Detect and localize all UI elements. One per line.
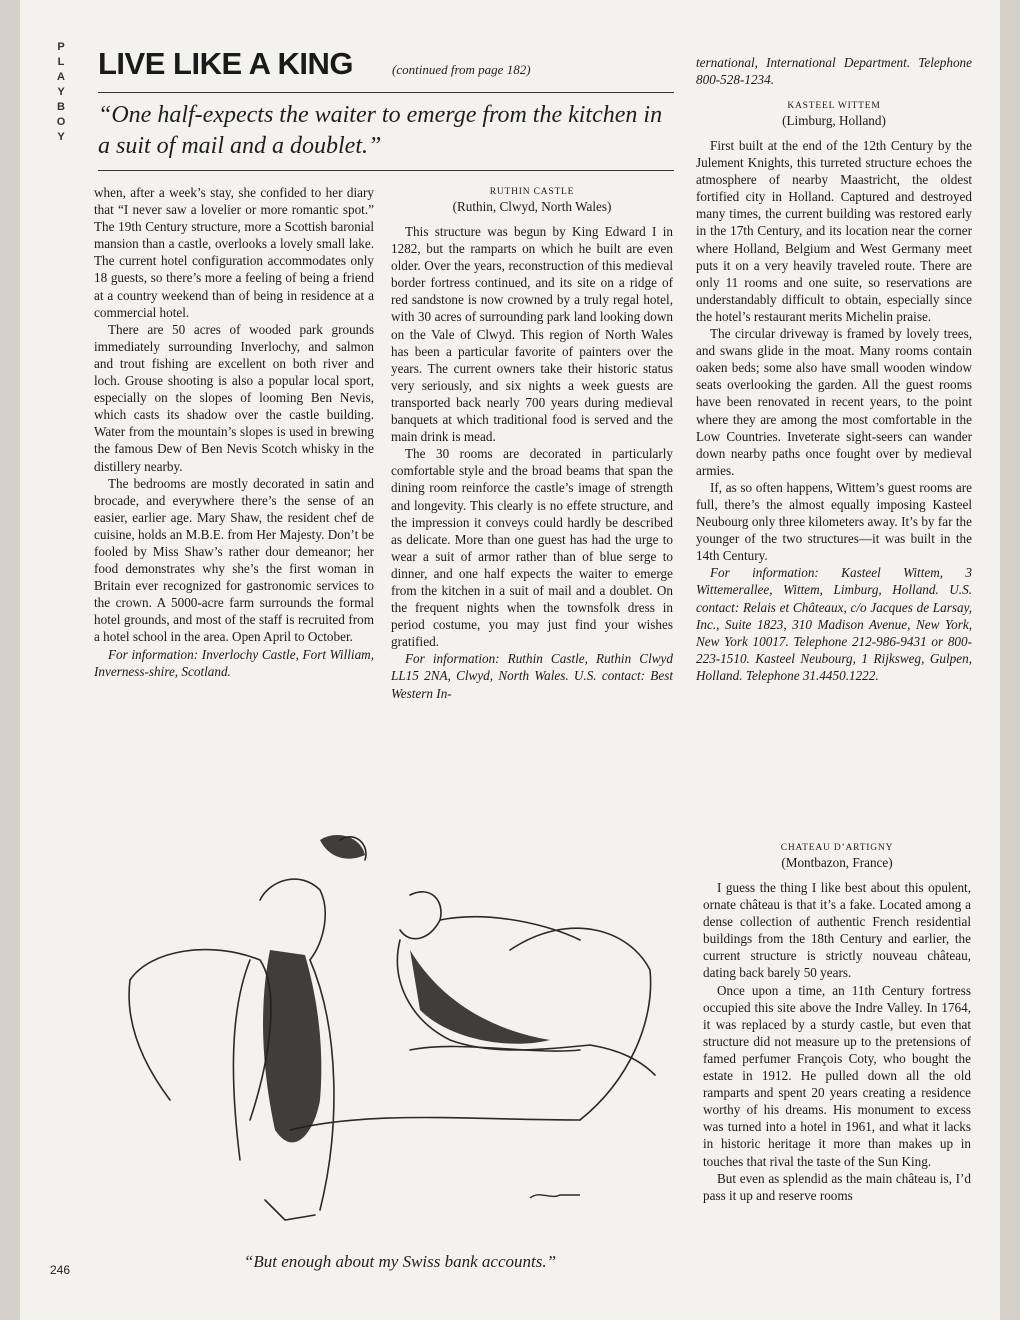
paragraph: The bedrooms are mostly decorated in satin and brocade, and everywhere there’s the sense of an easier, earlier age. Mary Shaw, the resident chef de cuisine, holds an M.B.E. from Her Majesty. Don’t be fooled by Miss Shaw’s rather dour demeanor; her food demonstrates why she’s the first woman in Britain ever recognized for gastronomic services to the crown. A 5000-acre farm surrounds the formal hotel grounds, and most of the staff is recruited from a hotel school in the area. Open April to October. (94, 475, 374, 645)
cartoon-illustration (110, 800, 680, 1235)
page-number: 246 (50, 1263, 71, 1277)
column-3-lower (703, 840, 971, 1204)
paragraph: This structure was begun by King Edward I in 1282, but the ramparts on which he built are even older. Over the years, reconstruction of this medieval border fortress continued, and its site on a ridge of red sandstone is now crowned by a truly regal hotel, with 30 acres of surrounding park land looking down on the Vale of Clwyd. This region of North Wales has been a particular favorite of painters over the years. The current owners take their historic status very seriously, and six nights a week guests are transported back nearly 700 years during medieval banquets at which traditional food is served and the main drink is mead. (391, 224, 673, 445)
masthead-text: P L A Y B O Y (56, 41, 66, 143)
paragraph: I guess the thing I like best about this opulent, ornate château is that it’s a fake. Located among a dense collection of authentic French residential buildings from the 18th Century and earlier, the current structure is strictly nouveau château, dating back barely 50 years. (703, 880, 971, 981)
paragraph: Once upon a time, an 11th Century fortress occupied this site above the Indre Valley. In 1764, it was replaced by a sturdy castle, but even that structure did not measure up to the pretensions of famed perfumer François Coty, who bought the estate in 1912. He pulled down all the old ramparts and spent 20 years creating a residence worthy of his dreams. His monument to excess was turned into a hotel in 1961, and what it lacks in historic heritage it more than makes up in touches that rival the taste of the Sun King. (703, 982, 971, 1169)
artist-signature (530, 1195, 580, 1198)
paragraph: when, after a week’s stay, she confided to her diary that “I never saw a lovelier or more romantic spot.” The 19th Century structure, more a Scottish baronial mansion than a castle, overlooks a lovely small lake. The current hotel configuration accommodates only 18 guests, so there’s more a feeling of being a friend at a country weekend than of being in residence at a commercial hotel. (94, 185, 374, 320)
pullquote: “One half-expects the waiter to emerge from the kitchen in a suit of mail and a doublet.” (98, 102, 663, 159)
continued-note: (continued from page 182) (392, 62, 531, 77)
column-2 (391, 184, 673, 702)
masthead (50, 40, 72, 145)
column-3-carryover (696, 54, 972, 88)
info-paragraph: For information: Ruthin Castle, Ruthin Clwyd LL15 2NA, Clwyd, North Wales. U.S. contact: Best Western In- (391, 651, 673, 701)
info-paragraph: ternational, International Department. Telephone 800-528-1234. (696, 55, 972, 88)
section-subheading: (Montbazon, France) (781, 855, 893, 870)
paragraph: There are 50 acres of wooded park grounds immediately surrounding Inverlochy, and salmon and trout fishing are excellent on both river and loch. Grouse shooting is also a popular local sport, especially on the slopes of looming Ben Nevis, which casts its shadow over the castle building. Water from the mountain’s slopes is used in brewing the famous Dew of Ben Nevis Scotch whisky in the distillery nearby. (94, 321, 374, 474)
section-heading: CHATEAU D’ARTIGNY (780, 843, 894, 853)
paragraph: If, as so often happens, Wittem’s guest rooms are full, there’s the almost equally imposing Kasteel Neubourg only three kilometers away. It’s by far the younger of the two structures—it was built in the 14th Century. (696, 479, 972, 564)
pullquote-rule-bottom (98, 170, 674, 171)
cartoon-caption: “But enough about my Swiss bank accounts.” (243, 1252, 557, 1271)
paragraph: The circular driveway is framed by lovely trees, and swans glide in the moat. Many rooms contain oaken beds; some also have small wooden window seats overlooking the garden. All the guest rooms have been renovated in recent years, to the point where they are among the most comfortable in the Low Countries. Inveterate sight-seers can wander down nearby paths once fought over by medieval armies. (696, 326, 972, 478)
magazine-page (20, 0, 1000, 1320)
column-1 (94, 184, 374, 680)
paragraph: The 30 rooms are decorated in particularly comfortable style and the broad beams that span the dining room reinforce the castle’s image of strength and longevity. This clearly is no effete structure, and the impression it conveys could hardly be described as delicate. More than one guest has had the urge to wear a suit of armor rather than of blue serge to dinner, and one half expects the waiter to emerge from the kitchen in a suit of mail and a doublet. On the frequent nights when the townsfolk dress in period costume, you may just find your wishes gratified. (391, 446, 673, 650)
article-title: LIVE LIKE A KING (98, 46, 353, 81)
section-subheading: (Limburg, Holland) (782, 113, 886, 128)
paragraph: First built at the end of the 12th Century by the Julement Knights, this turreted structure echoes the atmosphere of nearby Maastricht, the oldest fortified city in Holland. Captured and destroyed many times, the current building was restored early in the 17th Century, and its location near the corner where Holland, Belgium and West Germany meet puts it on a very heavily traveled route. There are only 11 rooms and one suite, so reservations are understandably difficult to obtain, especially since the hotel’s restaurant merits Michelin praise. (696, 138, 972, 324)
section-heading: RUTHIN CASTLE (489, 187, 575, 197)
pullquote-rule-top (98, 92, 674, 93)
info-paragraph: For information: Kasteel Wittem, 3 Wittemerallee, Wittem, Limburg, Holland. U.S. contact: Relais et Châteaux, c/o Jacques de Larsay, Inc., Suite 1823, 310 Madison Avenue, New York, New York 10017. Telephone 212-986-9431 or 800-223-1510. Kasteel Neubourg, 1 Rijksweg, Gulpen, Holland. Telephone 31.4450.1222. (696, 565, 972, 683)
section-heading: KASTEEL WITTEM (787, 101, 881, 111)
info-paragraph: For information: Inverlochy Castle, Fort William, Inverness-shire, Scotland. (94, 646, 374, 679)
section-subheading: (Ruthin, Clwyd, North Wales) (452, 199, 612, 214)
paragraph: But even as splendid as the main château is, I’d pass it up and reserve rooms (703, 1170, 971, 1203)
column-3 (696, 98, 972, 684)
